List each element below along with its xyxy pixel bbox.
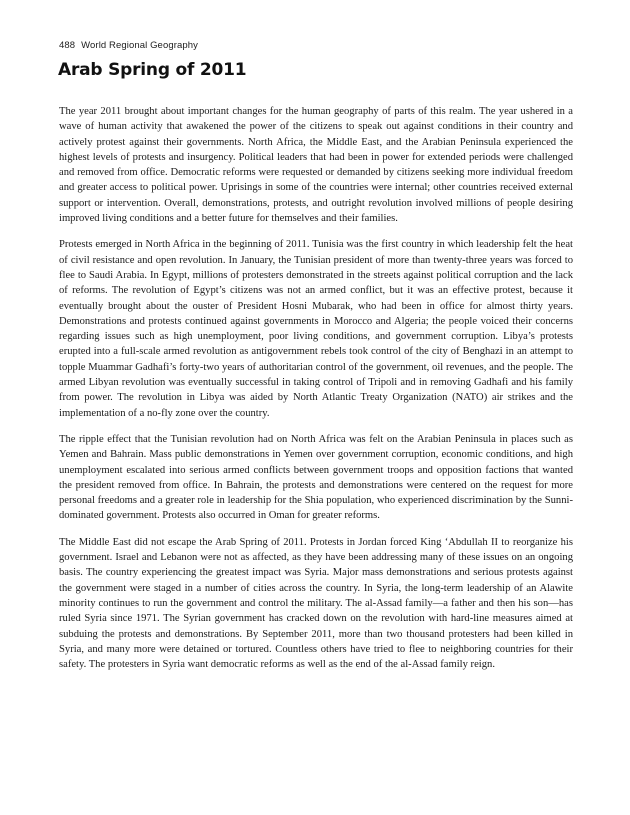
- section-title: Arab Spring of 2011: [58, 60, 247, 80]
- paragraph-4: The Middle East did not escape the Arab Spring of 2011. Protests in Jordan forced King ‘Abdullah II to reorganize his government. Israel and Lebanon were not as affected, as they have been addressing many of these issues on an ongoing basis. The country experiencing the greatest impact was Syria. Major mass demonstrations and serious protests against the government were staged in a number of cities across the country. In Syria, the long-term leadership of an Alawite minority continues to run the government and control the military. The al-Assad family—a father and then his son—has ruled Syria since 1971. The Syrian government has cracked down on the revolution with hard-line measures aimed at subduing the protests and demonstrations. By September 2011, more than two thousand protesters had been killed in Syria, and many more were detained or tortured. Countless others have tried to flee to neighboring countries for their safety. The protesters in Syria want democratic reforms as well as the end of the al-Assad family reign.: [59, 536, 573, 671]
- paragraph-2: Protests emerged in North Africa in the beginning of 2011. Tunisia was the first country in which leadership felt the heat of civil resistance and open revolution. In January, the Tunisian president of more than twenty-three years was forced to flee to Saudi Arabia. In Egypt, millions of protesters demonstrated in the streets against political corruption and the lack of reforms. The revolution of Egypt’s citizens was not an armed conflict, but it was an effective protest, because it eventually brought about the ouster of President Hosni Mubarak, who had been in office for almost thirty years. Demonstrations and protests continued against governments in Morocco and Algeria; the people voiced their concerns regarding issues such as high unemployment, poor living conditions, and government corruption. Libya’s protests erupted into a full-scale armed revolution as antigovernment rebels took control of the city of Benghazi in an attempt to topple Muammar Gadhafi’s forty-two years of authoritarian control of the government, oil revenues, and the people. The armed Libyan revolution was eventually successful in taking control of Tripoli and in removing Gadhafi and his family from power. The revolution in Libya was aided by North Atlantic Treaty Organization (NATO) air strikes and the implementation of a no-fly zone over the country.: [59, 239, 573, 419]
- paragraph-1: The year 2011 brought about important changes for the human geography of parts of this realm. The year ushered in a wave of human activity that awakened the power of the citizens to speak out against conditions in their country and actively protest against their governments. North Africa, the Middle East, and the Arabian Peninsula experienced the highest levels of protests and insurgency. Political leaders that had been in power for extended periods were challenged and removed from office. Democratic reforms were requested or demanded by citizens seeking more individual freedom and greater access to political power. Uprisings in some of the countries were internal; other countries received external support or intervention. Overall, demonstrations, protests, and outright revolution involved millions of people desiring improved living conditions and a better future for themselves and their families.: [59, 106, 573, 225]
- section-body: [59, 104, 573, 683]
- running-header: [59, 40, 198, 51]
- book-title: World Regional Geography: [81, 40, 198, 51]
- paragraph-3: The ripple effect that the Tunisian revolution had on North Africa was felt on the Arabian Peninsula in places such as Yemen and Bahrain. Mass public demonstrations in Yemen over government corruption, economic conditions, and high unemployment escalated into serious armed conflicts between government troops and opposition factions that wanted the president removed from office. In Bahrain, the protests and demonstrations were centered on the request for more personal freedoms and a greater role in leadership for the Shia population, who experienced discrimination by the Sunni-dominated government. Protests also occurred in Oman for greater reforms.: [59, 433, 573, 522]
- page-number: 488: [59, 40, 76, 51]
